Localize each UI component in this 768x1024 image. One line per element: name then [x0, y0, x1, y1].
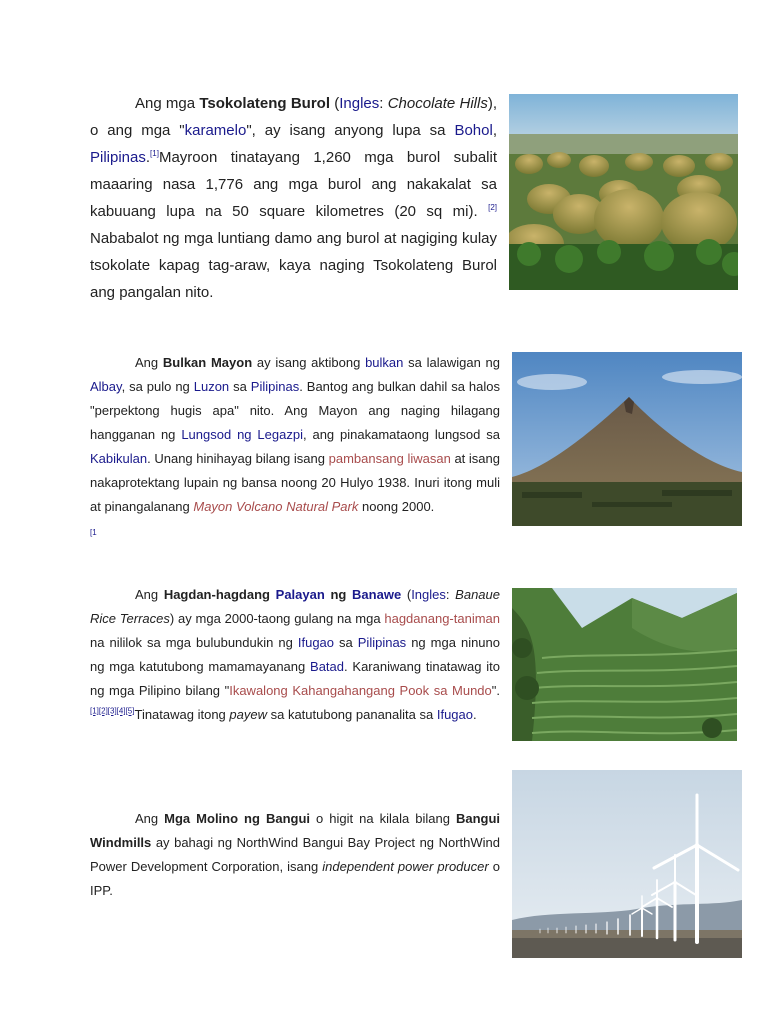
link-pilipinas[interactable]: Pilipinas	[357, 635, 407, 650]
text: . Unang hinihayag bilang isang	[147, 451, 329, 466]
text: Ang	[135, 355, 163, 370]
link-mayon-volcano-natural-park[interactable]: Mayon Volcano Natural Park	[193, 499, 359, 514]
text: , sa pulo ng	[121, 379, 194, 394]
term-payew: payew	[229, 707, 267, 722]
footnote-ref[interactable]: [2]	[488, 203, 497, 212]
link-kabikulan[interactable]: Kabikulan	[90, 451, 148, 466]
footnote-ref[interactable]: [1][2][3][4][5]	[90, 706, 135, 716]
link-batad[interactable]: Batad	[310, 659, 345, 674]
link-bulkan[interactable]: bulkan	[365, 355, 404, 370]
text: :	[379, 95, 388, 112]
text: ".	[491, 683, 500, 698]
footnote-ref[interactable]: [1	[90, 528, 97, 537]
link-ifugao[interactable]: Ifugao	[436, 707, 473, 722]
text: sa katutubong pananalita sa	[266, 707, 437, 722]
text: sa lalawigan ng	[403, 355, 501, 370]
term-chocolate-hills: Chocolate Hills	[387, 95, 488, 112]
text: sa	[334, 635, 358, 650]
link-karamelo[interactable]: karamelo	[184, 122, 247, 139]
paragraph-mayon	[90, 351, 500, 543]
link-hagdanang-taniman[interactable]: hagdanang-taniman	[384, 611, 501, 626]
text: Nababalot ng mga luntiang damo ang burol at nagiging kulay tsokolate kapag tag-araw, kaya naging Tsokolateng Burol ang pangalan nito.	[90, 230, 497, 301]
photo-banaue-rice-terraces	[512, 588, 737, 741]
link-ingles[interactable]: Ingles	[339, 95, 380, 112]
text: ng mga ninuno ng mga katutubong mamamayanang	[90, 635, 500, 674]
text: .	[473, 707, 477, 722]
link-pambansang-liwasan[interactable]: pambansang liwasan	[328, 451, 451, 466]
text: sa	[229, 379, 251, 394]
text: o IPP.	[90, 859, 500, 898]
text: Ang	[135, 811, 165, 826]
text: at isang nakaprotektang lupain ng bansa noong 20 Hulyo 1938. Inuri itong muli at pinangalanang	[90, 451, 500, 514]
text: (	[330, 95, 340, 112]
term-bulkan-mayon: Bulkan Mayon	[162, 355, 253, 370]
text: :	[445, 587, 456, 602]
text: .	[145, 149, 151, 166]
link-palayan[interactable]: Palayan	[275, 587, 325, 602]
term-bangui-windmills: Bangui Windmills	[90, 811, 501, 850]
footnote-ref[interactable]: [1]	[150, 149, 159, 158]
text: ), o ang mga "	[90, 95, 497, 139]
text: ) ay mga 2000-taong gulang na mga	[169, 611, 385, 626]
paragraph-chocolate-hills	[90, 90, 497, 306]
link-bohol[interactable]: Bohol	[454, 122, 493, 139]
link-ikawalong-kahangahangang-pook[interactable]: Ikawalong Kahangahangang Pook sa Mundo	[229, 683, 492, 698]
text: , ang pinakamataong lungsod sa	[302, 427, 500, 442]
term-mga-molino-ng-bangui: Mga Molino ng Bangui	[164, 811, 311, 826]
paragraph-bangui-windmills	[90, 807, 500, 903]
text: na nililok sa mga bulubundukin ng	[90, 635, 298, 650]
term-tsokolateng-burol: Tsokolateng Burol	[199, 95, 330, 112]
text: . Bantog ang bulkan dahil sa halos "perpektong hugis apa" nito. Ang Mayon ang naging hilagang hangganan ng	[90, 379, 500, 442]
link-albay[interactable]: Albay	[90, 379, 122, 394]
text: ,	[492, 122, 497, 139]
text: (	[401, 587, 412, 602]
link-pilipinas[interactable]: Pilipinas	[250, 379, 300, 394]
text: ay bahagi ng NorthWind Bangui Bay Project ng NorthWind Power Development Corporation, isang	[90, 835, 500, 874]
text: ng	[324, 587, 353, 602]
link-luzon[interactable]: Luzon	[193, 379, 230, 394]
term-hagdan-hagdang: Hagdan-hagdang	[163, 587, 276, 602]
term-independent-power-producer: independent power producer	[322, 859, 489, 874]
text: noong 2000.	[358, 499, 435, 514]
term-banaue-rice-terraces: Banaue Rice Terraces	[90, 587, 500, 626]
text: o higit na kilala bilang	[310, 811, 456, 826]
link-banawe[interactable]: Banawe	[352, 587, 402, 602]
photo-chocolate-hills	[509, 94, 738, 290]
link-ingles[interactable]: Ingles	[411, 587, 446, 602]
text: ay isang aktibong	[252, 355, 366, 370]
link-pilipinas[interactable]: Pilipinas	[90, 149, 146, 166]
text: Mayroon tinatayang 1,260 mga burol subalit maaaring nasa 1,776 ang mga burol ang nakakalat sa kabuuang lupa na 50 square kilometres (20 sq mi).	[90, 149, 497, 220]
photo-mayon-volcano	[512, 352, 742, 526]
text: Tinatawag itong	[134, 707, 230, 722]
photo-bangui-windmills	[512, 770, 742, 958]
text: Ang	[135, 587, 164, 602]
text: . Karaniwang tinatawag ito ng mga Pilipino bilang "	[90, 659, 501, 698]
paragraph-banaue	[90, 583, 500, 727]
text: Ang mga	[135, 95, 200, 112]
link-lungsod-ng-legazpi[interactable]: Lungsod ng Legazpi	[181, 427, 303, 442]
text: ", ay isang anyong lupa sa	[246, 122, 455, 139]
link-ifugao[interactable]: Ifugao	[297, 635, 335, 650]
